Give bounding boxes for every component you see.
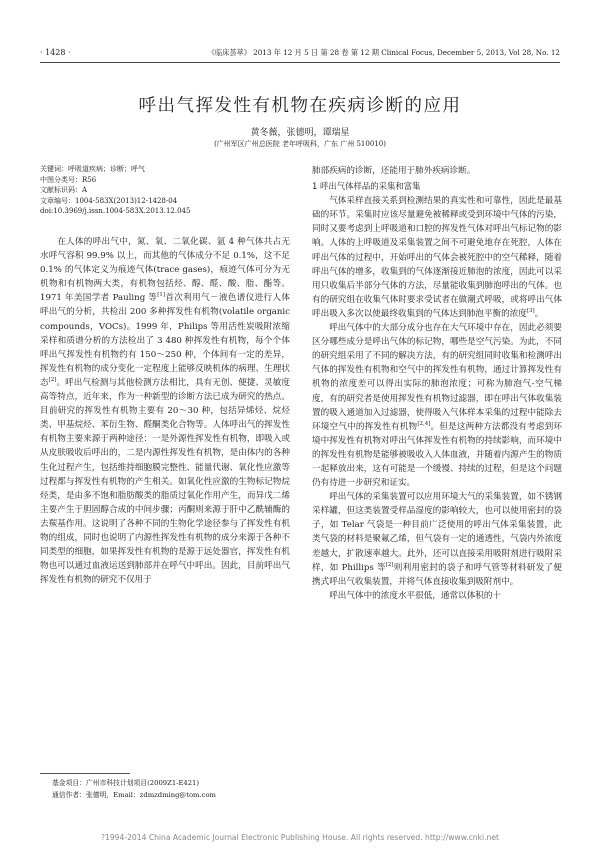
article-metadata — [40, 164, 290, 217]
article-authors: 黄冬薇，张德明，谭瑞星 — [250, 128, 350, 138]
lead-paragraph: 肺部疾病的诊断，还能用于肺外疾病诊断。 — [312, 166, 476, 176]
footnote-rule — [40, 773, 130, 774]
right-column — [312, 164, 562, 844]
keywords: 关键词：呼吸道疾病；诊断；呼气 — [40, 165, 145, 173]
document-code: 文献标识码：A — [40, 186, 88, 195]
page-number: · 1428 · — [40, 48, 71, 57]
left-column — [40, 235, 290, 695]
body-paragraph: 气体采样直接关系到检测结果的真实性和可靠性，因此是最基础的环节。采集时应该尽量避免被稀释或受到环境中气体的污染，同时又要考虑到上呼吸道和口腔的挥发性气体对呼出气标记物的影响。人体的上呼吸道及采集装置之间不可避免地存在死腔，人体在呼出气体的过程中，开始呼出的气体会被死腔中的空气稀释，随着呼出气体的增多，收集到的气体逐渐接近肺泡的浓度，因此可以采用只收集后半部分气体的方法，尽量能收集到肺泡呼出的气体。也有的研究组在收集气体时要求受试者在做潮式呼吸，或将呼出气体呼出吸入多次以使最终收集到的气体达到肺泡平衡的浓度[3]。 — [312, 196, 562, 319]
funding-footnote: 基金项目：广州市科技计划项目(2009Z1-E421) — [52, 779, 200, 787]
author-footnote: 通信作者：张德明，Email：zdmzdming@tom.com — [52, 791, 217, 799]
body-paragraph: 呼出气体的采集装置可以应用环境大气的采集装置，如不锈钢采样罐，但这类装置受样品湿度的影响较大，也可以使用密封的袋子，如 Telar 气袋是一种目前广泛使用的呼出气体采集装置，此类气袋的材料是聚氟乙烯，但气袋有一定的通透性，气袋内外浓度差越大，扩散速率越大。此外，还可以直接采用吸附剂进行吸附采样，如 Phillips 等[2]则利用密封的袋子和呼气管等材料研发了便携式呼出气收集装置，并将气体直接收集到吸附剂中。 — [312, 492, 562, 587]
citation[interactable]: [3] — [526, 307, 535, 314]
citation[interactable]: [2,4] — [417, 420, 431, 427]
citation[interactable]: [2] — [48, 376, 57, 383]
article-number: 文章编号：1004-583X(2013)12-1428-04 — [40, 196, 178, 205]
citation[interactable]: [1] — [157, 292, 166, 299]
journal-header: 《临床荟萃》 2013 年 12 月 5 日 第 28 卷 第 12 期 Clinical Focus, December 5, 2013, Vol 28, No. 12 — [207, 48, 560, 57]
body-paragraph: 呼出气体中的浓度水平很低，通常以体积的十 — [329, 590, 502, 601]
header-rule — [40, 62, 560, 63]
article-affiliation: (广州军区广州总医院 老年呼吸科，广东 广州 510010) — [214, 140, 386, 148]
section-heading: 1 呼出气体样品的采集和富集 — [312, 181, 421, 192]
citation[interactable]: [2] — [385, 561, 394, 568]
body-paragraph: 呼出气体中的大部分成分也存在大气环境中存在，因此必须要区分哪些成分是呼出气体的标记物，哪些是空气污染。为此，不同的研究组采用了不同的解决方法，有的研究组同时收集和检测呼出气体的挥发性有机物和空气中的挥发性有机物，通过计算挥发性有机物的浓度差可以得出实际的肺泡浓度；可称为肺泡气-空气梯度，有的研究者是使用挥发性有机物过滤器，即在呼出气体收集装置的吸入通道加入过滤器，使得吸入气体样本采集的过程中能除去环境空气中的挥发性有机物[2,4]。但是这两种方法都没有考虑到环境中挥发性有机物对呼出气体挥发性有机物的持续影响，而环境中的挥发性有机物是能够被吸收入人体血液，并随着内源产生的物质一起释放出来，这有可能是一个缓慢、持续的过程，但是这个问题仍有待进一步研究和证实。 — [312, 323, 562, 489]
copyright-footer: ?1994-2014 China Academic Journal Electronic Publishing House. All rights reserved. http://www.cnki.net — [100, 833, 499, 842]
article-title: 呼出气挥发性有机物在疾病诊断的应用 — [138, 96, 462, 116]
clc-number: 中图分类号：R56 — [40, 175, 97, 184]
intro-paragraph: 在人体的呼出气中，氮、氧、二氧化碳、氩 4 种气体共占无水呼气容积 99.9% 以上，而其他的气体成分不足 0.1%，这不足 0.1% 的气体定义为痕迹气体(trace gases)，痕迹气体可分为无机物和有机物两大类，有机物包括烃、醇、醛、酸、脂、酯等。1971 年美国学者 Pauling 等[1]首次利用气－液色谱仪进行人体呼出气的分析，共检出 200 多种挥发性有机物(volatile organic compounds，VOCs)。1999 年，Philips 等用活性炭吸附浓缩采样和质谱分析的方法检出了 3 480 种挥发性有机物，每个个体呼出气挥发性有机物约有 150～250 种，个体间有一定的差异，挥发性有机物的成分变化一定程度上能够反映机体的病理、生理状态[2]。呼出气检测与其他检测方法相比，具有无创、便捷、灵敏度高等特点，近年来，作为一种新型的诊断方法已成为研究的热点。目前研究的挥发性有机物主要有 20～30 种，包括异烯烃、烷烃类、甲基烷烃、苯衍生物、醛酮类化合物等。人体呼出气的挥发性有机物主要来源于两种途径：一是外源性挥发性有机物，即吸入或从皮肤吸收后呼出的，二是内源性挥发性有机物，是由体内的各种生化过程产生，包括维持细胞膜完整性、能量代谢、氧化性应激等过程都与挥发性有机物的产生相关。如氧化性应激的生物标记物烷烃类，是由多不饱和脂肪酸类的脂质过氧化作用产生，而异戊二烯主要产生于胆固醇合成的中间步骤；丙酮则来源于肝中乙酰辅酶的去羰基作用。这说明了各种不同的生物化学途径参与了挥发性有机物的组成，同时也说明了内源性挥发性有机物的成分来源于各种不同类型的细胞，如果挥发性有机物的是源于远处器官，挥发性有机物也可以通过血液运送到肺部并在呼气中呼出。因此，目前呼出气挥发性有机物的研究不仅用于 — [40, 237, 290, 586]
doi: doi:10.3969/j.issn.1004-583X.2013.12.045 — [40, 207, 191, 216]
